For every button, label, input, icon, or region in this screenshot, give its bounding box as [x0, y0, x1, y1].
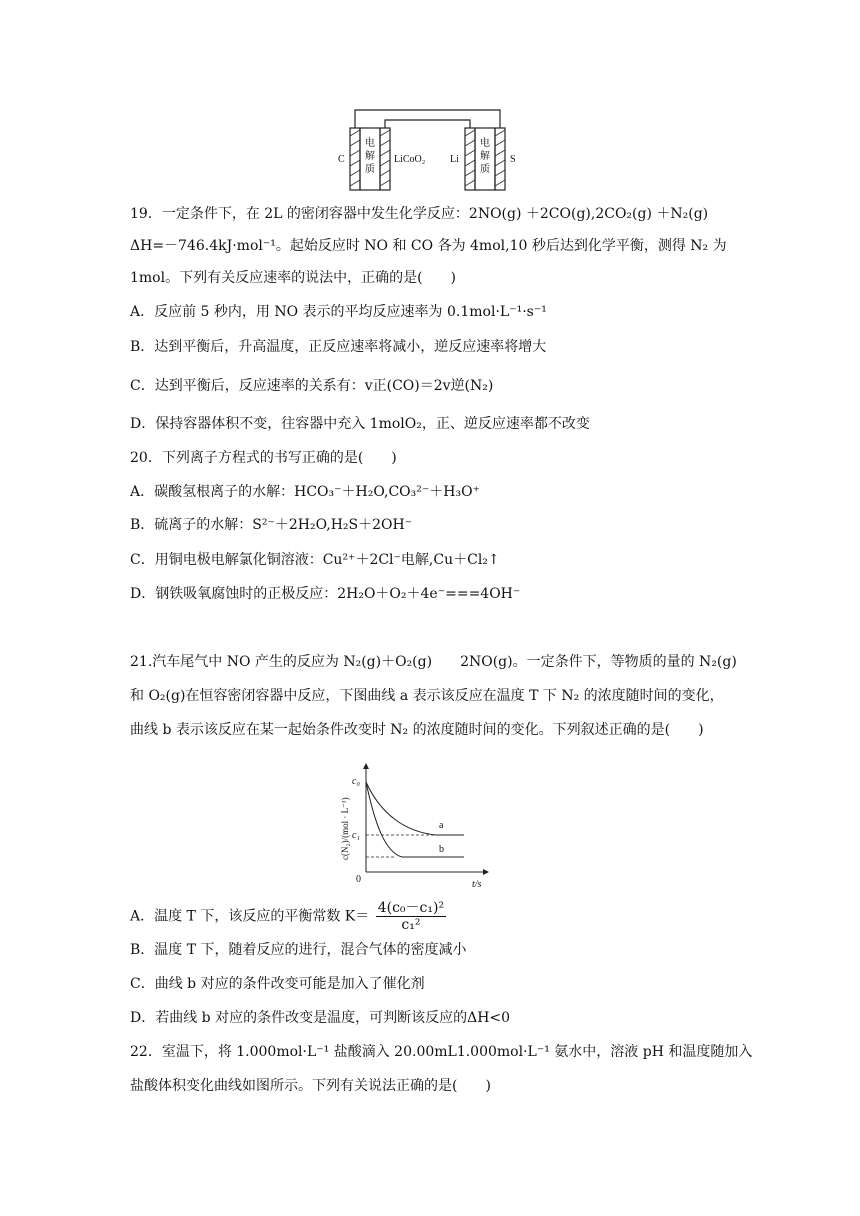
battery-left-electrolyte-2: 解: [365, 151, 375, 162]
q21-k-fraction: [376, 900, 446, 933]
battery-right-electrolyte-2: 解: [480, 151, 490, 162]
curve-b-label: b: [439, 844, 444, 855]
q19-stem-line2: ΔH=－746.4kJ·mol⁻¹。起始反应时 NO 和 CO 各为 4mol,10 秒后达到化学平衡，测得 N₂ 为: [130, 238, 727, 254]
battery-left-electrolyte-3: 质: [365, 164, 375, 175]
q20-option-b: B．硫离子的水解：S²⁻＋2H₂O,H₂S＋2OH⁻: [130, 517, 413, 533]
battery-left-outer-label: C: [338, 154, 345, 165]
q19-option-a: A．反应前 5 秒内，用 NO 表示的平均反应速率为 0.1mol·L⁻¹·s⁻¹: [130, 304, 547, 320]
q22-stem-line1: 22．室温下，将 1.000mol·L⁻¹ 盐酸滴入 20.00mL1.000mol·L⁻¹ 氨水中，溶液 pH 和温度随加入: [130, 1044, 753, 1060]
curve-a-label: a: [439, 820, 444, 831]
q21-k-numerator: 4(c₀－c₁)²: [377, 900, 445, 916]
q21-option-d: D．若曲线 b 对应的条件改变是温度，可判断该反应的ΔH<0: [130, 1010, 511, 1026]
q19-option-b: B．达到平衡后，升高温度，正反应速率将减小，逆反应速率将增大: [130, 339, 547, 355]
battery-right-electrolyte-1: 电: [480, 138, 490, 149]
q21-option-b: B．温度 T 下，随着反应的进行，混合气体的密度减小: [130, 942, 467, 958]
battery-right-inner-label: Li: [450, 154, 459, 165]
q21-concentration-graph: [336, 760, 496, 892]
q19-option-c: C．达到平衡后，反应速率的关系有：v正(CO)＝2v逆(N₂): [130, 378, 494, 394]
battery-diagram: [330, 104, 540, 194]
y-axis-label: c(N₂)/(mol · L⁻¹): [340, 797, 350, 860]
q21-option-a: [130, 900, 446, 933]
q20-option-a: A．碳酸氢根离子的水解：HCO₃⁻＋H₂O,CO₃²⁻＋H₃O⁺: [130, 484, 480, 500]
q21-stem-line1: 21.汽车尾气中 NO 产生的反应为 N₂(g)＋O₂(g) 2NO(g)。一定条件下，等物质的量的 N₂(g): [130, 654, 737, 670]
origin-label: 0: [356, 874, 361, 885]
battery-right-electrolyte-3: 质: [480, 164, 490, 175]
curve-b: [366, 782, 464, 857]
battery-right-outer-label: S: [510, 154, 516, 165]
q21-option-a-prefix: A．温度 T 下，该反应的平衡常数 K＝: [130, 908, 370, 925]
q20-option-d: D．钢铁吸氧腐蚀时的正极反应：2H₂O＋O₂＋4e⁻===4OH⁻: [130, 586, 521, 602]
q19-option-d: D．保持容器体积不变，往容器中充入 1molO₂，正、逆反应速率都不改变: [130, 416, 590, 432]
q22-stem-line2: 盐酸体积变化曲线如图所示。下列有关说法正确的是( ): [130, 1078, 491, 1094]
battery-left-inner-label: LiCoO₂: [394, 154, 426, 165]
battery-left-electrolyte-1: 电: [365, 138, 375, 149]
y-tick-c1: c₁: [352, 830, 360, 841]
q21-stem-line3: 曲线 b 表示该反应在某一起始条件改变时 N₂ 的浓度随时间的变化。下列叙述正确的是( ): [130, 722, 704, 738]
x-axis-label: t/s: [472, 879, 482, 890]
q21-option-c: C．曲线 b 对应的条件改变可能是加入了催化剂: [130, 976, 425, 992]
q19-stem-line3: 1mol。下列有关反应速率的说法中，正确的是( ): [130, 270, 457, 286]
curve-a: [366, 782, 464, 835]
q20-option-c: C．用铜电极电解氯化铜溶液：Cu²⁺＋2Cl⁻电解,Cu＋Cl₂↑: [130, 552, 500, 568]
q20-stem: 20．下列离子方程式的书写正确的是( ): [130, 450, 397, 466]
q21-k-denominator: c₁²: [401, 917, 421, 933]
y-tick-c0: c₀: [352, 776, 360, 787]
q19-stem-line1: 19．一定条件下，在 2L 的密闭容器中发生化学反应：2NO(g) ＋2CO(g),2CO₂(g) ＋N₂(g): [130, 206, 709, 222]
q21-stem-line2: 和 O₂(g)在恒容密闭容器中反应，下图曲线 a 表示该反应在温度 T 下 N₂ 的浓度随时间的变化，: [130, 688, 724, 704]
